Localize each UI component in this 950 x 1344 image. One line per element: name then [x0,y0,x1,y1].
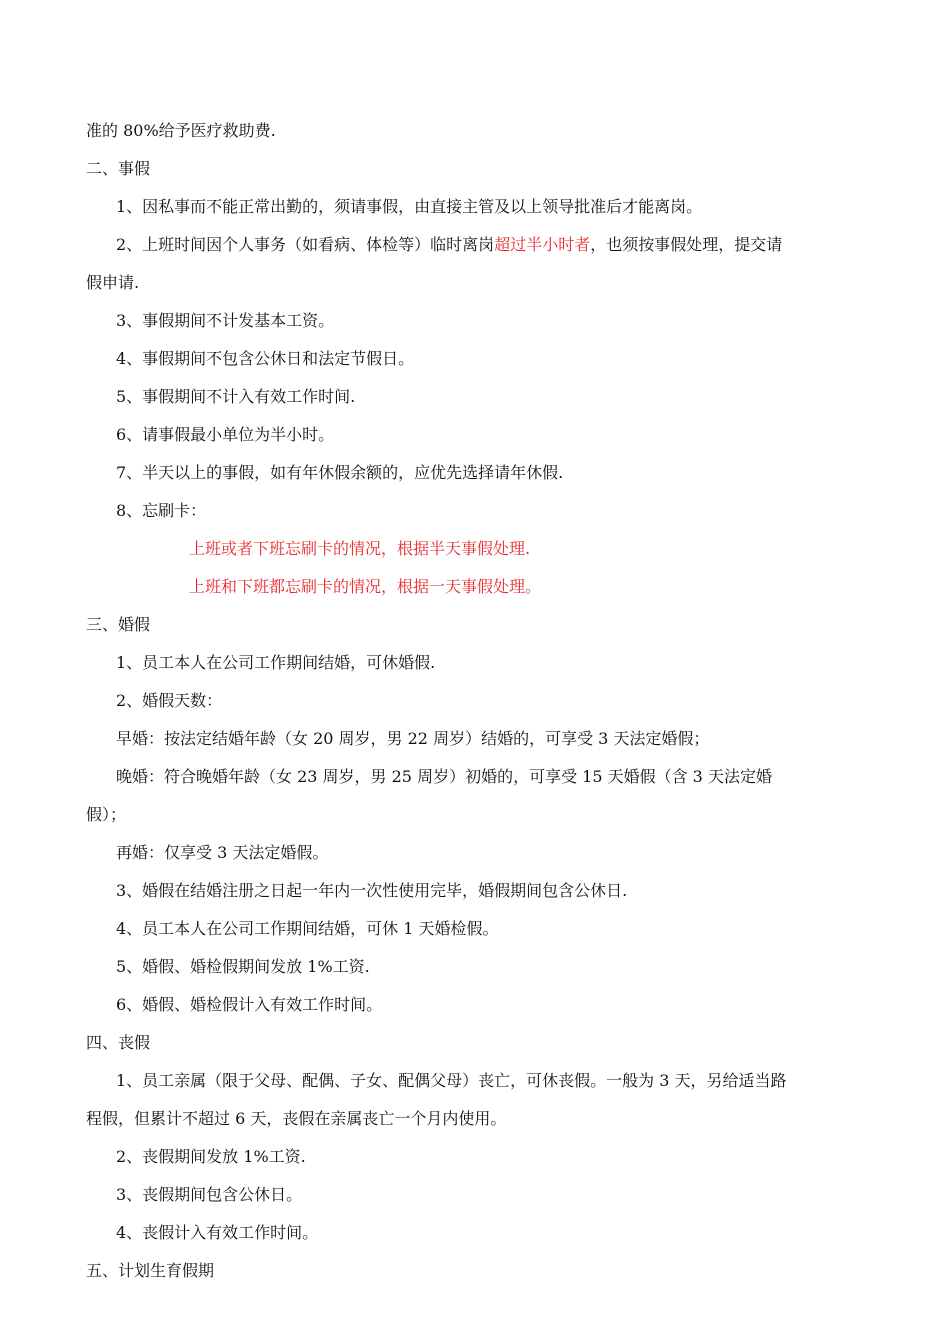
marriage-leave-item-6: 6、婚假、婚检假计入有效工作时间。 [116,995,383,1014]
paragraph-continuation: 准的 80%给予医疗救助费. [86,121,276,140]
personal-leave-item-2-continuation: 假申请. [86,273,140,292]
personal-leave-item-2-text-tail: ，也须按事假处理，提交请 [590,235,783,254]
highlight-over-half-hour: 超过半小时者 [494,235,591,254]
bereavement-leave-item-2: 2、丧假期间发放 1%工资. [116,1147,306,1166]
personal-leave-item-8: 8、忘刷卡： [116,501,207,520]
marriage-leave-item-1: 1、员工本人在公司工作期间结婚，可休婚假. [116,653,436,672]
personal-leave-item-1: 1、因私事而不能正常出勤的，须请事假，由直接主管及以上领导批准后才能离岗。 [116,197,703,216]
marriage-leave-item-5: 5、婚假、婚检假期间发放 1%工资. [116,957,370,976]
personal-leave-item-2-text: 2、上班时间因个人事务（如看病、体检等）临时离岗 [116,235,495,254]
bereavement-leave-item-1-continuation: 程假，但累计不超过 6 天，丧假在亲属丧亡一个月内使用。 [86,1109,507,1128]
document-body [86,112,876,1290]
personal-leave-item-6: 6、请事假最小单位为半小时。 [116,425,335,444]
marriage-leave-item-4: 4、员工本人在公司工作期间结婚，可休 1 天婚检假。 [116,919,499,938]
bereavement-leave-item-4: 4、丧假计入有效工作时间。 [116,1223,319,1242]
marriage-late-continuation: 假）； [86,805,127,824]
marriage-early: 早婚：按法定结婚年龄（女 20 周岁，男 22 周岁）结婚的，可享受 3 天法定婚假； [116,729,710,748]
section-heading-marriage-leave: 三、婚假 [86,615,151,634]
personal-leave-item-7: 7、半天以上的事假，如有年休假余额的，应优先选择请年休假. [116,463,564,482]
personal-leave-item-3: 3、事假期间不计发基本工资。 [116,311,335,330]
bereavement-leave-item-3: 3、丧假期间包含公休日。 [116,1185,303,1204]
missed-card-rule-half-day: 上班或者下班忘刷卡的情况，根据半天事假处理. [189,539,531,558]
marriage-remarriage: 再婚：仅享受 3 天法定婚假。 [116,843,329,862]
marriage-leave-item-3: 3、婚假在结婚注册之日起一年内一次性使用完毕，婚假期间包含公休日. [116,881,628,900]
marriage-leave-item-2: 2、婚假天数： [116,691,223,710]
missed-card-rule-full-day: 上班和下班都忘刷卡的情况，根据一天事假处理。 [189,577,542,596]
section-heading-family-planning-leave: 五、计划生育假期 [86,1261,215,1280]
marriage-late: 晚婚：符合晚婚年龄（女 23 周岁，男 25 周岁）初婚的，可享受 15 天婚假（含 3 天法定婚 [116,767,772,786]
section-heading-personal-leave: 二、事假 [86,159,151,178]
bereavement-leave-item-1: 1、员工亲属（限于父母、配偶、子女、配偶父母）丧亡，可休丧假。一般为 3 天，另给适当路 [116,1071,787,1090]
personal-leave-item-4: 4、事假期间不包含公休日和法定节假日。 [116,349,415,368]
personal-leave-item-5: 5、事假期间不计入有效工作时间. [116,387,356,406]
section-heading-bereavement-leave: 四、丧假 [86,1033,151,1052]
personal-leave-item-2 [86,226,876,264]
